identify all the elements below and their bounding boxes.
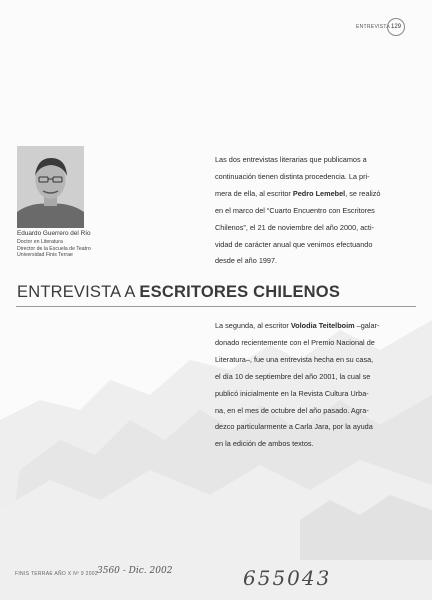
second-paragraph (215, 318, 415, 453)
handwritten-catalog-note: 3560 - Dic. 2002 (97, 566, 173, 576)
section-label: ENTREVISTA (356, 24, 391, 30)
paragraph-line: continuación tienen distinta procedencia. La pri- (215, 171, 370, 181)
article-title: ENTREVISTA A ESCRITORES CHILENOS (17, 283, 341, 301)
author-institution: Universidad Finis Terrae (17, 252, 73, 259)
paragraph-line: Las dos entrevistas literarias que publicamos a (215, 155, 367, 164)
paragraph-line: en la edición de ambos textos. (215, 439, 314, 449)
paragraph-line: Chilenos”, el 21 de noviembre del año 2000, acti- (215, 222, 375, 232)
paragraph-line: na, en el mes de octubre del año pasado. Agra- (215, 405, 369, 415)
author-position: Director de la Escuela de Teatro (17, 245, 91, 252)
writer-name-lemebel: Pedro Lemebel (292, 188, 346, 198)
article-title-emphasis: ESCRITORES CHILENOS (139, 283, 341, 301)
author-title: Doctor en Literatura (17, 239, 63, 245)
handwritten-inventory-number: 655043 (243, 566, 332, 590)
paragraph-line: donado recientemente con el Premio Nacional de (215, 337, 375, 347)
paragraph-line: vidad de carácter anual que venimos efectuando (215, 239, 373, 249)
journal-footer: FINIS TERRAE AÑO X Nº 9 2002 (15, 571, 98, 577)
paragraph-line: La segunda, al escritor Volodia Teitelboim –galar- (215, 321, 380, 330)
writer-name-teitelboim: Volodia Teitelboim (290, 321, 355, 330)
paragraph-line: Literatura–, fue una entrevista hecha en su casa, (215, 354, 374, 364)
page-number: 129 (387, 18, 405, 36)
intro-paragraph (215, 152, 415, 270)
author-photo (17, 146, 84, 228)
author-name: Eduardo Guerrero del Río (17, 230, 91, 237)
paragraph-line: desde el año 1997. (215, 256, 278, 266)
paragraph-line: el día 10 de septiembre del año 2001, la cual se (215, 371, 371, 381)
title-divider (16, 306, 416, 307)
author-caption (17, 230, 127, 259)
paragraph-line: dezco particularmente a Carla Jara, por la ayuda (215, 422, 373, 432)
paragraph-line: mera de ella, al escritor Pedro Lemebel, se realizó (215, 188, 381, 198)
paragraph-line: publicó inicialmente en la Revista Cultura Urba- (215, 388, 369, 398)
paragraph-line: en el marco del “Cuarto Encuentro con Escritores (215, 205, 375, 215)
